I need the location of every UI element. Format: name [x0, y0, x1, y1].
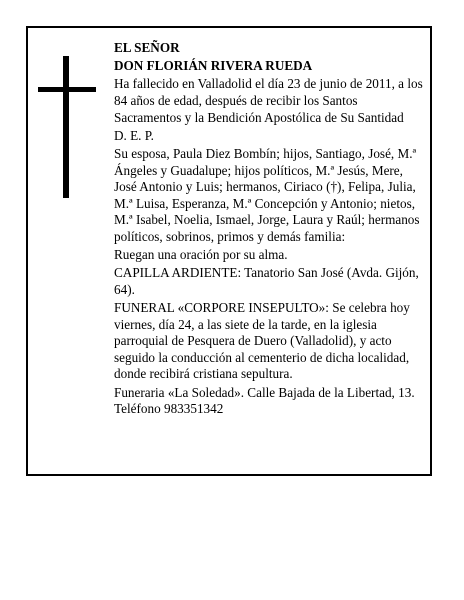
cross-horizontal-bar [38, 87, 96, 92]
rip-line: D. E. P. [114, 127, 154, 143]
cross-icon [38, 56, 96, 198]
funeral-info: FUNERAL «CORPORE INSEPULTO»: Se celebra hoy viernes, día 24, a las siete de la tarde, en la iglesia parroquial de Pesquera de Duero (Valladolid), y acto seguido la conducción al cementerio de dicha localidad, donde recibirá cristiana sepultura. [114, 300, 410, 382]
prayer-request: Ruegan una oración por su alma. [114, 247, 288, 263]
deceased-name: DON FLORIÁN RIVERA RUEDA [114, 58, 313, 74]
obituary-notice [26, 26, 432, 476]
death-paragraph: Ha fallecido en Valladolid el día 23 de junio de 2011, a los 84 años de edad, después de recibir los Santos Sacramentos y la Bendición Apostólica de Su Santidad [114, 76, 423, 125]
notice-title-line1: EL SEÑOR [114, 40, 180, 55]
notice-text [114, 40, 428, 419]
chapel-info: CAPILLA ARDIENTE: Tanatorio San José (Avda. Gijón, 64). [114, 265, 419, 297]
family-paragraph: Su esposa, Paula Diez Bombín; hijos, Santiago, José, M.ª Ángeles y Guadalupe; hijos políticos, M.ª Jesús, Mere, José Antonio y Luis; hermanos, Ciriaco (†), Felipa, Julia, M.ª Luisa, Esperanza, M.ª Concepción y Antonio; nietos, M.ª Isabel, Noelia, Ismael, Jorge, Laura y Raúl; hermanos políticos, sobrinos, primos y demás familia: [114, 145, 420, 244]
cross-vertical-bar [63, 56, 69, 198]
funeral-home-info: Funeraria «La Soledad». Calle Bajada de la Libertad, 13. Teléfono 983351342 [114, 384, 415, 417]
